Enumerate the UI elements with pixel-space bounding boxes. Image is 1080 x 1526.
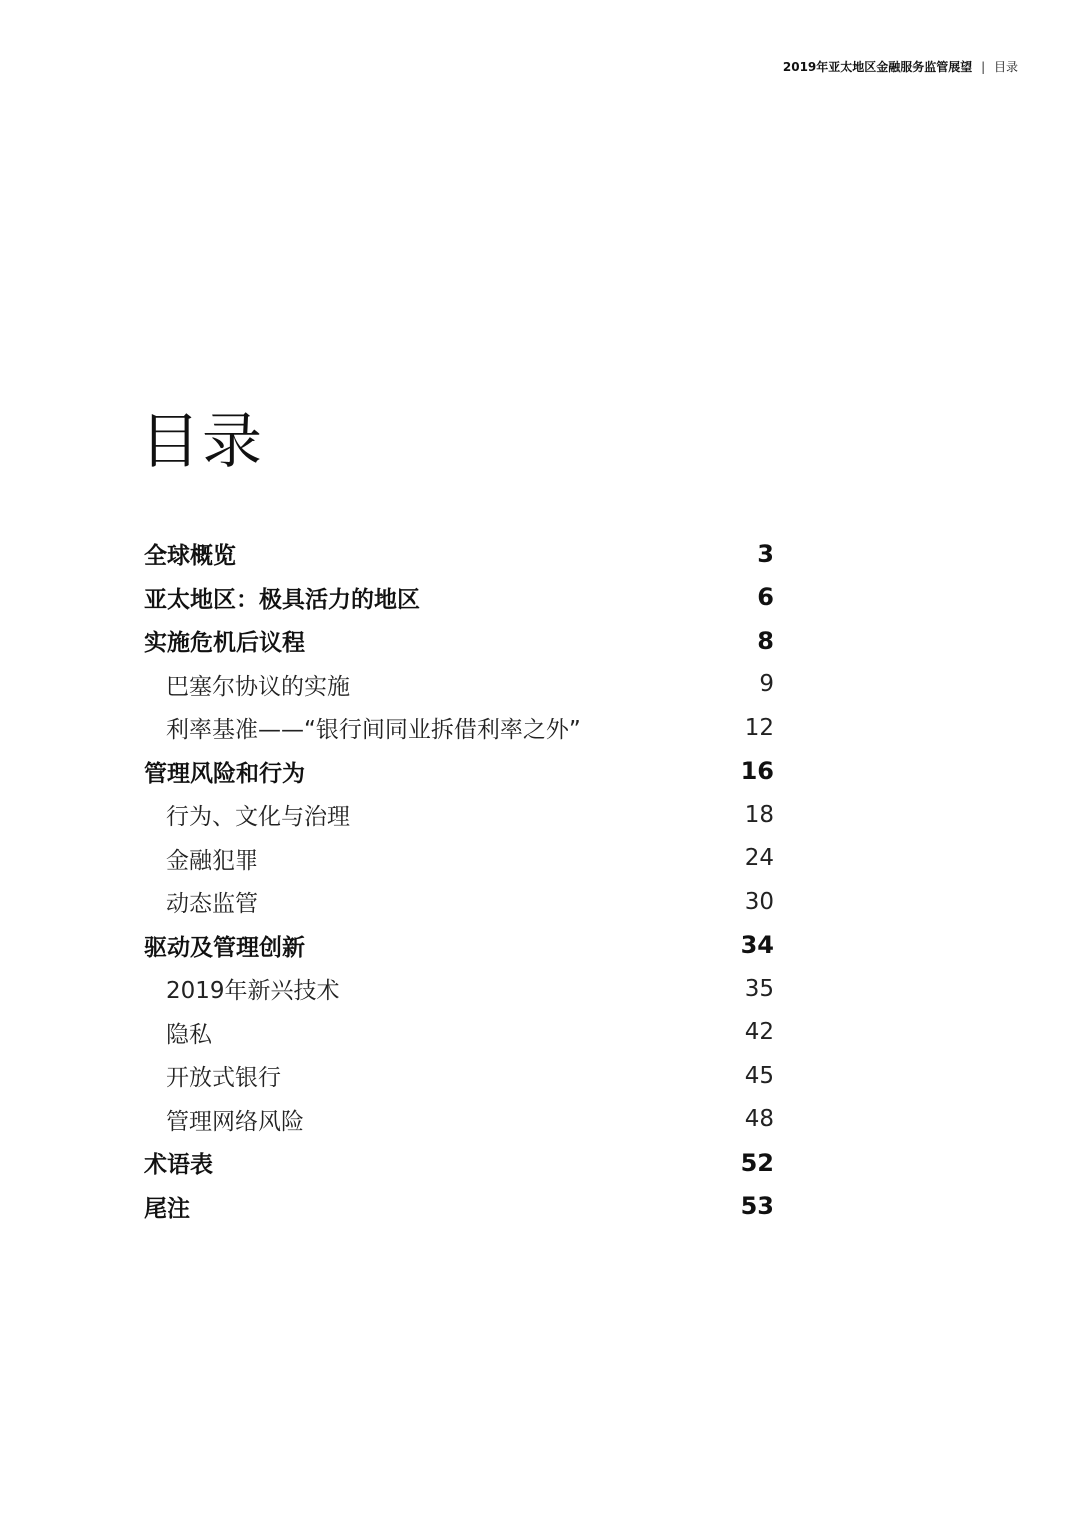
toc-entry-page: 48 bbox=[744, 1106, 774, 1133]
toc-entry-page: 45 bbox=[744, 1062, 774, 1089]
toc-entry-title: 动态监管 bbox=[166, 891, 258, 918]
toc-entry-page: 30 bbox=[744, 888, 774, 915]
page-title: 目录 bbox=[140, 407, 264, 477]
toc-entry-global-overview[interactable] bbox=[144, 532, 774, 576]
toc-entry-page: 24 bbox=[744, 845, 774, 872]
header-separator: | bbox=[981, 60, 986, 74]
toc-entry-basel-implementation[interactable] bbox=[144, 663, 774, 707]
toc-entry-page: 52 bbox=[740, 1148, 774, 1177]
toc-entry-page: 34 bbox=[740, 931, 774, 960]
toc-entry-page: 16 bbox=[740, 757, 774, 786]
toc-entry-open-banking[interactable] bbox=[144, 1054, 774, 1098]
toc-entry-title: 术语表 bbox=[144, 1152, 213, 1179]
toc-entry-innovation[interactable] bbox=[144, 924, 774, 968]
toc-entry-title: 驱动及管理创新 bbox=[144, 934, 305, 961]
toc-entry-conduct-culture-governance[interactable] bbox=[144, 793, 774, 837]
toc-entry-cyber-risk[interactable] bbox=[144, 1098, 774, 1142]
toc-entry-page: 12 bbox=[744, 714, 774, 741]
toc-entry-interest-rate-benchmarks[interactable] bbox=[144, 706, 774, 750]
toc-entry-page: 8 bbox=[757, 626, 774, 655]
toc-entry-title: 2019年新兴技术 bbox=[166, 978, 340, 1005]
table-of-contents bbox=[144, 532, 774, 1228]
toc-entry-title: 利率基准——“银行间同业拆借利率之外” bbox=[166, 717, 581, 744]
toc-entry-title: 巴塞尔协议的实施 bbox=[166, 673, 350, 700]
toc-entry-financial-crime[interactable] bbox=[144, 837, 774, 881]
toc-entry-page: 42 bbox=[744, 1019, 774, 1046]
toc-entry-page: 3 bbox=[757, 539, 774, 568]
toc-entry-page: 9 bbox=[759, 671, 774, 698]
toc-entry-post-crisis-agenda[interactable] bbox=[144, 619, 774, 663]
toc-entry-asia-pacific[interactable] bbox=[144, 576, 774, 620]
toc-entry-page: 53 bbox=[740, 1192, 774, 1221]
section-name: 目录 bbox=[993, 60, 1018, 74]
toc-entry-title: 管理风险和行为 bbox=[144, 760, 305, 787]
toc-entry-title: 亚太地区：极具活力的地区 bbox=[144, 586, 420, 613]
toc-entry-title: 开放式银行 bbox=[166, 1065, 281, 1092]
toc-entry-title: 全球概览 bbox=[144, 543, 236, 570]
toc-entry-endnotes[interactable] bbox=[144, 1185, 774, 1229]
toc-entry-title: 隐私 bbox=[166, 1021, 212, 1048]
toc-entry-emerging-technologies[interactable] bbox=[144, 967, 774, 1011]
toc-entry-glossary[interactable] bbox=[144, 1141, 774, 1185]
toc-entry-title: 实施危机后议程 bbox=[144, 630, 305, 657]
toc-entry-title: 尾注 bbox=[144, 1195, 190, 1222]
report-title: 2019年亚太地区金融服务监管展望 bbox=[782, 60, 973, 74]
toc-entry-page: 18 bbox=[744, 801, 774, 828]
toc-entry-page: 6 bbox=[757, 583, 774, 612]
toc-entry-title: 管理网络风险 bbox=[166, 1108, 304, 1135]
toc-entry-dynamic-supervision[interactable] bbox=[144, 880, 774, 924]
toc-entry-managing-risk-conduct[interactable] bbox=[144, 750, 774, 794]
toc-entry-privacy[interactable] bbox=[144, 1011, 774, 1055]
toc-entry-title: 金融犯罪 bbox=[166, 847, 258, 874]
toc-entry-title: 行为、文化与治理 bbox=[166, 804, 350, 831]
running-header bbox=[783, 57, 1018, 77]
toc-entry-page: 35 bbox=[744, 975, 774, 1002]
